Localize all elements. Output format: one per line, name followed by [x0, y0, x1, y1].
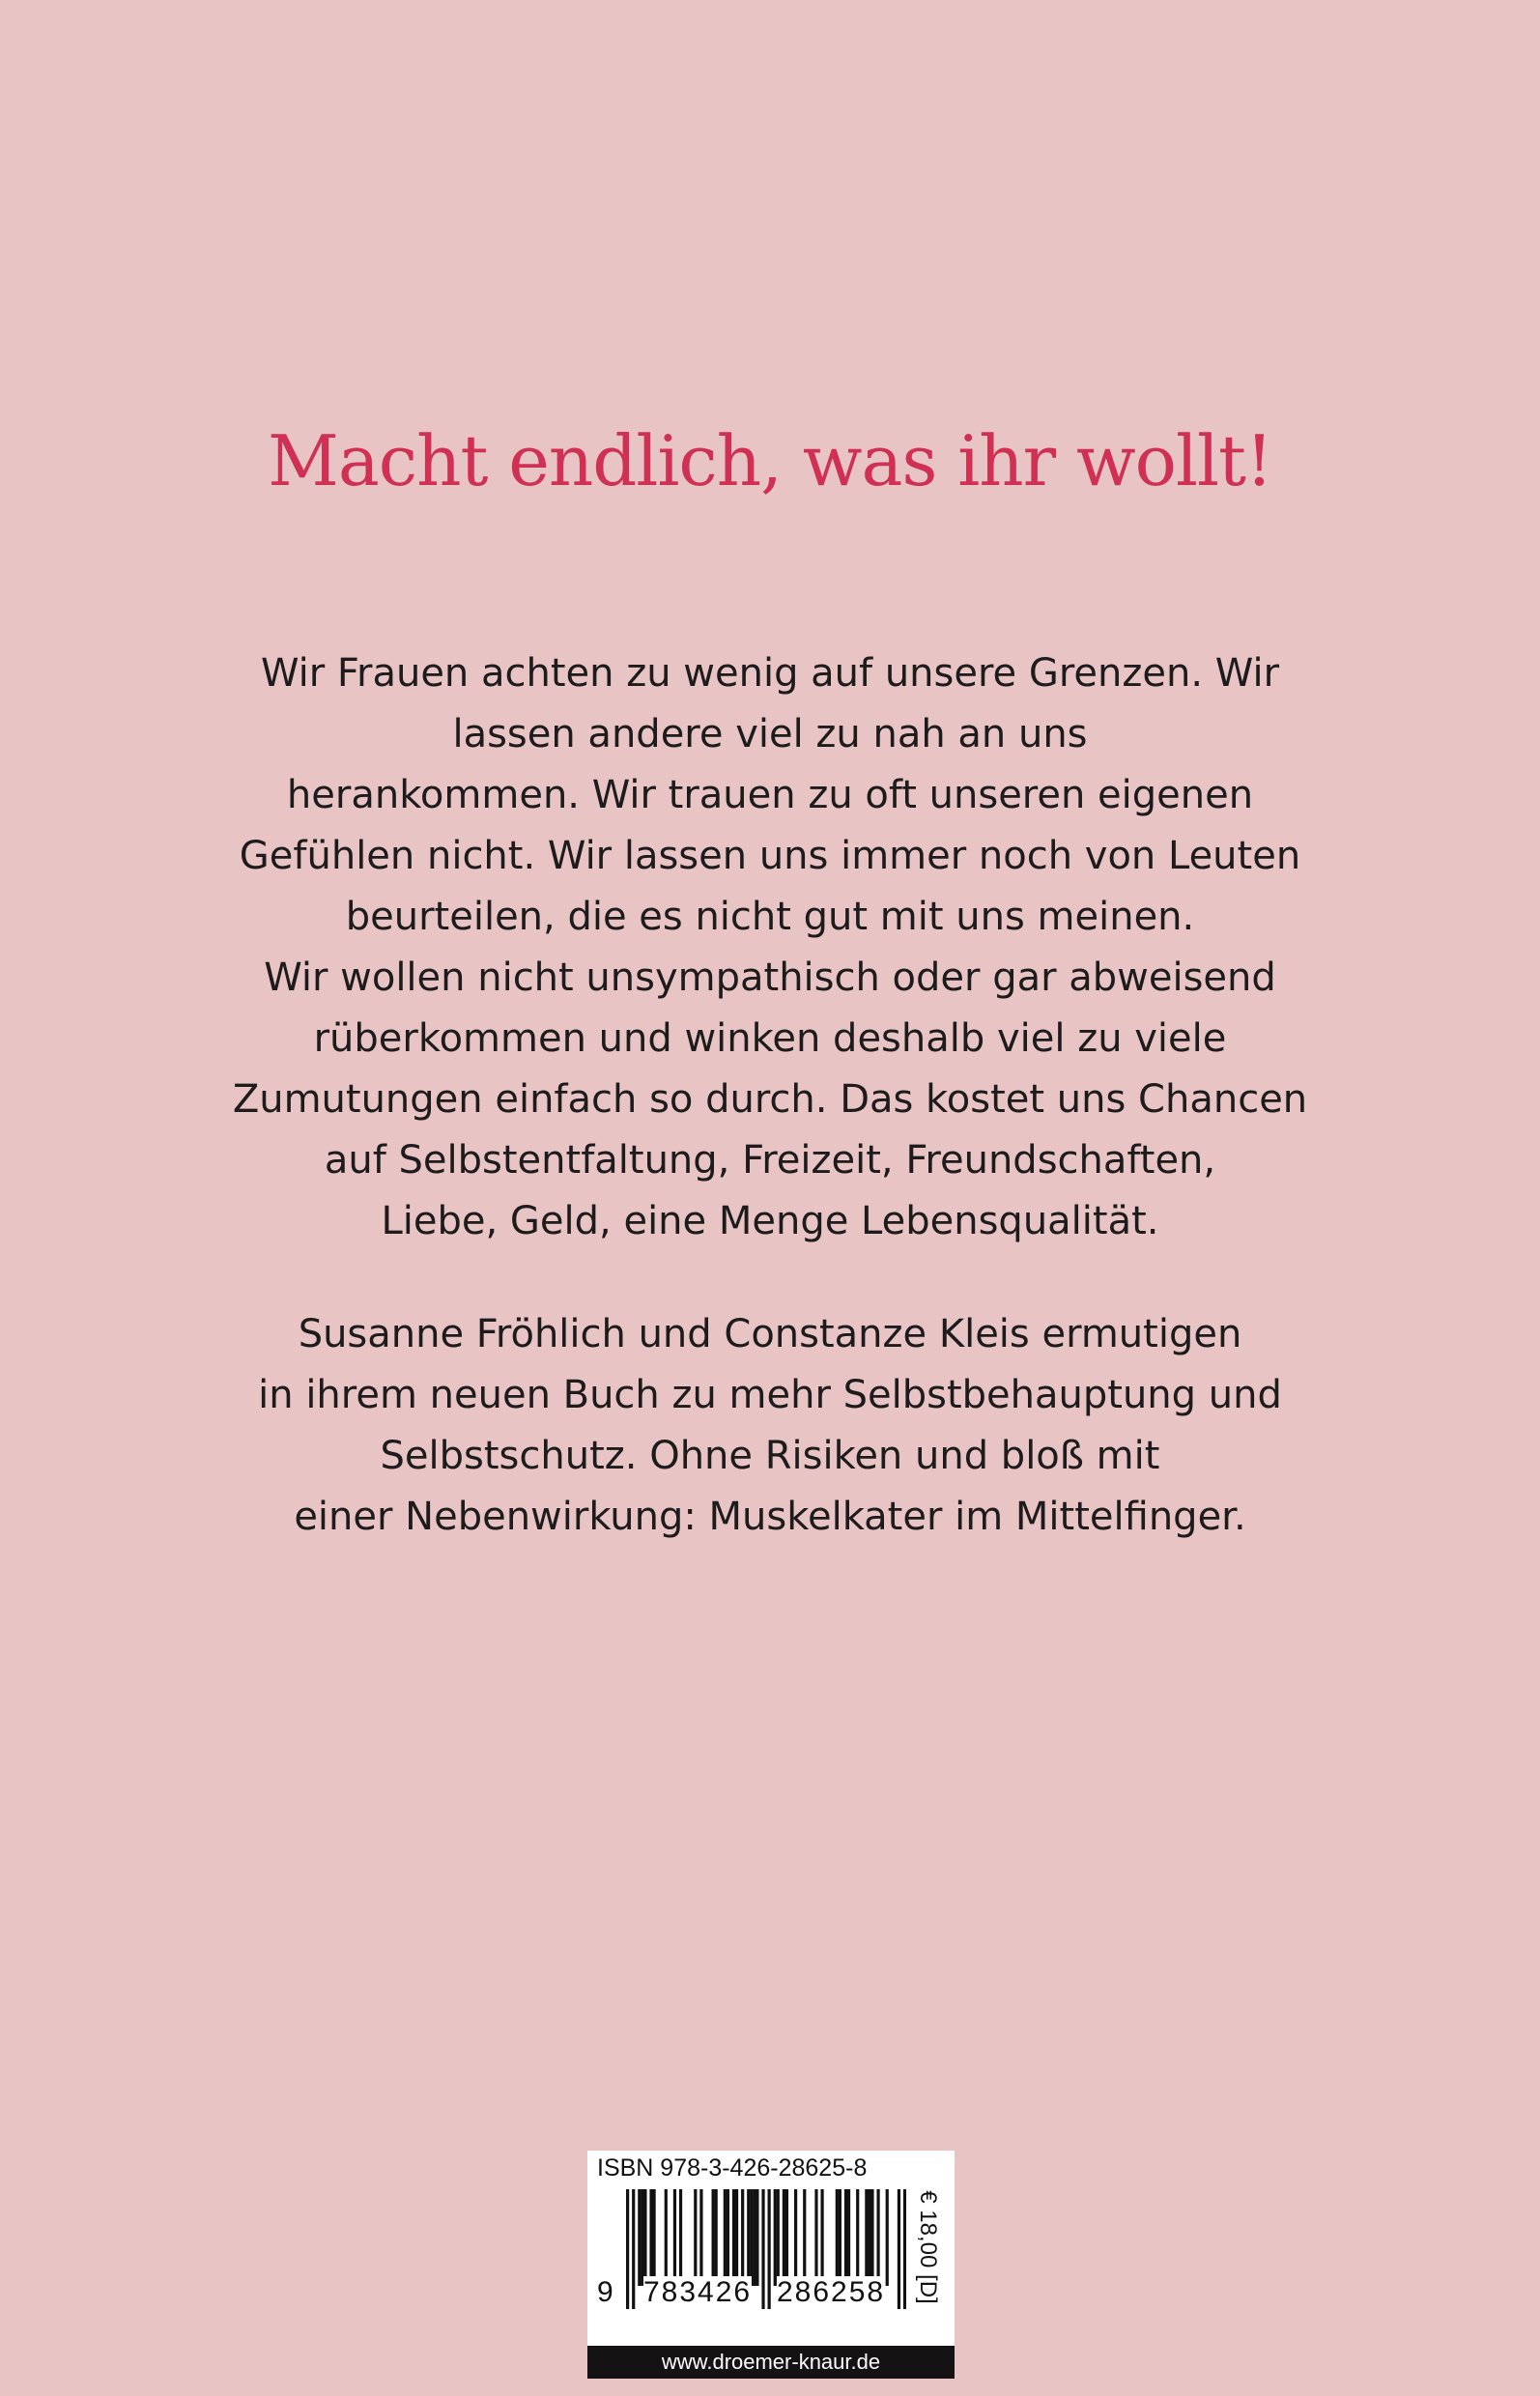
barcode-bar	[785, 2189, 788, 2286]
blurb-line: auf Selbstentfaltung, Freizeit, Freundschaften,	[324, 1138, 1216, 1183]
publisher-url: www.droemer-knaur.de	[587, 2346, 955, 2379]
barcode-bar	[727, 2189, 729, 2286]
barcode-bar	[868, 2189, 870, 2286]
barcode-bar	[724, 2189, 727, 2286]
barcode-bar	[903, 2189, 906, 2309]
barcode-label	[587, 2151, 955, 2346]
barcode-bar	[712, 2189, 715, 2286]
barcode-bar	[665, 2189, 668, 2286]
barcode-bar	[741, 2189, 744, 2286]
barcode-bar	[679, 2189, 682, 2286]
barcode-bar	[898, 2189, 900, 2309]
headline: Macht endlich, was ihr wollt!	[268, 420, 1272, 501]
blurb-line: herankommen. Wir trauen zu oft unseren eigenen	[286, 773, 1254, 817]
barcode-bar	[870, 2189, 873, 2286]
barcode-bar	[774, 2189, 777, 2286]
barcode-bar	[643, 2189, 646, 2286]
barcode-bar	[694, 2189, 697, 2286]
blurb-line: Liebe, Geld, eine Menge Lebensqualität.	[381, 1199, 1159, 1243]
barcode-bar	[756, 2189, 758, 2286]
barcode-bar	[847, 2189, 850, 2286]
barcode-bar	[715, 2189, 718, 2286]
blurb-line: lassen andere viel zu nah an uns	[452, 712, 1088, 756]
blurb-line: Selbstschutz. Ohne Risiken und bloß mit	[380, 1434, 1160, 1478]
blurb-line: Zumutungen einfach so durch. Das kostet uns Chancen	[232, 1077, 1308, 1122]
barcode-bar	[641, 2189, 643, 2286]
barcode-bar	[753, 2189, 756, 2286]
barcode-bar	[761, 2189, 764, 2309]
barcode-bar	[732, 2189, 735, 2286]
barcode-bar	[673, 2189, 676, 2286]
isbn-number: ISBN 978-3-426-28625-8	[597, 2154, 868, 2182]
blurb-line: Susanne Fröhlich und Constanze Kleis ermutigen	[298, 1312, 1242, 1356]
barcode-bar	[735, 2189, 738, 2286]
barcode-bar	[836, 2189, 839, 2286]
barcode-bar	[865, 2189, 868, 2286]
barcode-bar	[876, 2189, 879, 2286]
barcode-bar	[794, 2189, 797, 2286]
barcode-bar	[638, 2189, 641, 2286]
blurb-line: Wir Frauen achten zu wenig auf unsere Grenzen. Wir	[260, 651, 1280, 696]
barcode-bar	[820, 2189, 823, 2286]
blurb-line: einer Nebenwirkung: Muskelkater im Mittelfinger.	[294, 1495, 1246, 1539]
barcode-bar	[856, 2189, 859, 2286]
barcode-first-digit: 9	[597, 2276, 613, 2308]
blurb-paragraph-1	[145, 643, 1395, 1252]
barcode-bar	[814, 2189, 817, 2286]
barcode-bar	[747, 2189, 750, 2286]
blurb-line: Wir wollen nicht unsympathisch oder gar abweisend	[264, 956, 1276, 1000]
barcode-bar	[886, 2189, 889, 2286]
barcode-left-digits: 783426	[643, 2276, 753, 2308]
barcode-bar	[768, 2189, 771, 2309]
barcode-bar	[632, 2189, 635, 2309]
blurb-line: beurteilen, die es nicht gut mit uns meinen.	[345, 895, 1195, 939]
barcode-bar	[652, 2189, 655, 2286]
blurb-line: Gefühlen nicht. Wir lassen uns immer noch von Leuten	[239, 834, 1301, 878]
barcode-bar	[783, 2189, 785, 2286]
barcode-bar	[649, 2189, 652, 2286]
barcode-right-digits: 286258	[777, 2276, 886, 2308]
blurb-line: in ihrem neuen Buch zu mehr Selbstbehauptung und	[258, 1373, 1282, 1417]
barcode-bar	[777, 2189, 780, 2286]
barcode-bar	[626, 2189, 629, 2309]
blurb-paragraph-2	[145, 1304, 1395, 1548]
blurb-line: rüberkommen und winken deshalb viel zu viele	[313, 1016, 1227, 1061]
barcode-bar	[803, 2189, 806, 2286]
barcode-bar	[750, 2189, 753, 2286]
barcode-bar	[699, 2189, 702, 2286]
barcode-bar	[839, 2189, 841, 2286]
price-label: € 18,00 [D]	[915, 2190, 941, 2304]
barcode-bar	[844, 2189, 847, 2286]
